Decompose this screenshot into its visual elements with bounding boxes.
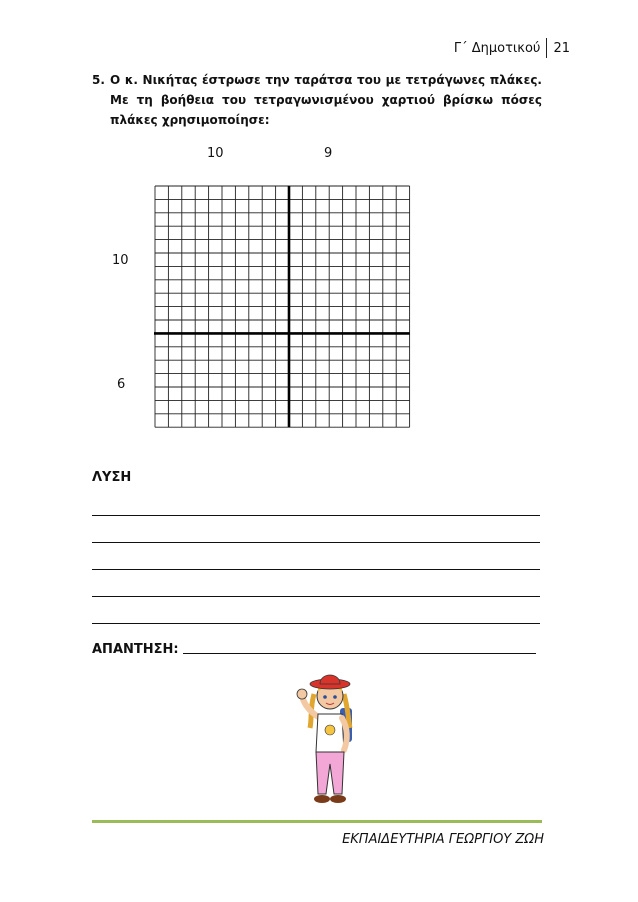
solution-writing-line [92,623,540,624]
solution-writing-line [92,515,540,516]
solution-writing-line [92,542,540,543]
page-number: 21 [553,40,570,56]
header-separator [546,38,547,58]
footer-author: ΕΚΠΑΙΔΕΥΤΗΡΙΑ ΓΕΩΡΓΙΟΥ ΖΩΗ [342,832,544,847]
dimension-side-bottom: 6 [117,377,126,392]
square-grid [154,185,411,429]
dimension-top-left: 10 [207,146,224,161]
answer-row [92,642,536,657]
problem-statement [92,70,542,130]
answer-label: ΑΠΑΝΤΗΣΗ: [92,642,179,657]
solution-writing-line [92,596,540,597]
dimension-top-right: 9 [324,146,333,161]
dimension-side-top: 10 [112,253,129,268]
problem-text: Ο κ. Νικήτας έστρωσε την ταράτσα του με τετράγωνες πλάκες. Με τη βοήθεια του τετραγωνισμένου χαρτιού βρίσκω πόσες πλάκες χρησιμοποίησε: [110,73,542,127]
answer-line [183,653,536,654]
solution-label: ΛΥΣΗ [92,470,132,485]
problem-number: 5. [92,73,105,87]
grade-label: Γ΄ Δημοτικού [453,40,541,56]
girl-illustration [296,668,366,810]
solution-writing-line [92,569,540,570]
page-header [454,38,570,58]
footer-rule [92,820,542,823]
